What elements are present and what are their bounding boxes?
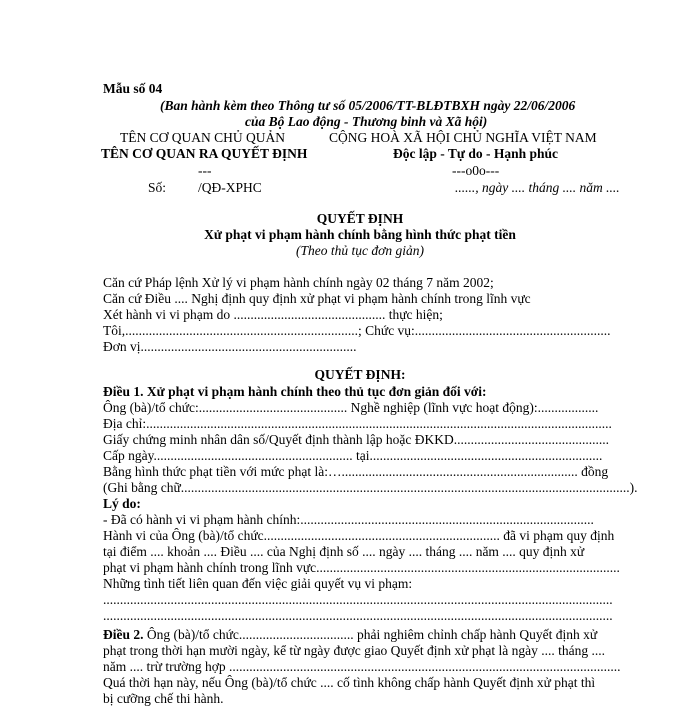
article1-line: Ông (bà)/tổ chức:............................................ Nghề nghiệp (lĩnh vực hoạt động):..................: [103, 400, 599, 415]
article1-line: Cấp ngày........................................................... tại.....................................................................: [103, 448, 603, 463]
reason-line: .......................................................................................................................................................: [103, 592, 613, 607]
decision-heading: QUYẾT ĐỊNH:: [314, 367, 406, 382]
agency-parent: TÊN CƠ QUAN CHỦ QUẢN: [120, 130, 285, 145]
reason-line: Những tình tiết liên quan đến việc giải quyết vụ vi phạm:: [103, 576, 413, 591]
preamble-line: Căn cứ Điều .... Nghị định quy định xử phạt vi phạm hành chính trong lĩnh vực: [103, 291, 531, 306]
agency-dash: ---: [198, 163, 212, 178]
form-number: Mẫu số 04: [103, 81, 163, 96]
issued-by: (Ban hành kèm theo Thông tư số 05/2006/TT-BLĐTBXH ngày 22/06/2006: [160, 98, 576, 113]
decision-procedure: (Theo thủ tục đơn giản): [296, 243, 424, 258]
date-line: ......, ngày .... tháng .... năm ....: [455, 180, 620, 195]
national-title: CỘNG HOÀ XÃ HỘI CHỦ NGHĨA VIỆT NAM: [329, 130, 597, 145]
article1-line: Địa chỉ:..........................................................................................................................................: [103, 416, 612, 431]
number-value: /QĐ-XPHC: [198, 180, 262, 195]
issued-by-ministry: của Bộ Lao động - Thương binh và Xã hội): [245, 114, 488, 129]
article1-line: Bằng hình thức phạt tiền với mức phạt là:…...................................................................... đồng: [103, 464, 609, 479]
agency-name: TÊN CƠ QUAN RA QUYẾT ĐỊNH: [101, 146, 308, 161]
article1-heading: Điều 1. Xử phạt vi phạm hành chính theo thủ tục đơn giản đối với:: [103, 384, 487, 399]
article2-first-line: [103, 627, 597, 643]
reason-line: Hành vi của Ông (bà)/tổ chức...................................................................... đã vi phạm quy định: [103, 528, 615, 543]
motto: Độc lập - Tự do - Hạnh phúc: [393, 146, 559, 161]
decision-title: QUYẾT ĐỊNH: [316, 211, 404, 226]
preamble-line: Xét hành vi vi phạm do ............................................. thực hiện;: [103, 307, 443, 322]
preamble-line: Đơn vị................................................................: [103, 339, 357, 354]
reason-label: Lý do:: [103, 496, 141, 511]
article2-line: bị cưỡng chế thi hành.: [103, 691, 224, 706]
article1-line: Giấy chứng minh nhân dân số/Quyết định thành lập hoặc ĐKKD..............................................: [103, 432, 609, 447]
article2-line: Quá thời hạn này, nếu Ông (bà)/tổ chức .... cố tình không chấp hành Quyết định xử phạt thì: [103, 675, 596, 690]
article2-line: năm .... trừ trường hợp ....................................................................................................................: [103, 659, 621, 674]
number-label: Số:: [148, 180, 167, 195]
decision-subject: Xử phạt vi phạm hành chính bằng hình thức phạt tiền: [204, 227, 516, 242]
reason-line: phạt vi phạm hành chính trong lĩnh vực..........................................................................................: [103, 560, 620, 575]
reason-line: tại điểm .... khoản .... Điều .... của Nghị định số .... ngày .... tháng .... năm .... quy định xử: [103, 544, 585, 559]
preamble-line: Căn cứ Pháp lệnh Xử lý vi phạm hành chính ngày 02 tháng 7 năm 2002;: [103, 275, 494, 290]
article2-heading: Điều 2.: [103, 627, 144, 642]
preamble-line: Tôi,.....................................................................; Chức vụ:..........................................................: [103, 323, 611, 338]
article2-text: Ông (bà)/tổ chức.................................. phải nghiêm chỉnh chấp hành Quyết định xử: [143, 627, 598, 642]
motto-ornament: ---o0o---: [452, 163, 500, 178]
reason-line: .......................................................................................................................................................: [103, 608, 613, 623]
article2-line: phạt trong thời hạn mười ngày, kể từ ngày được giao Quyết định xử phạt là ngày .... tháng ....: [103, 643, 605, 658]
reason-line: - Đã có hành vi vi phạm hành chính:.......................................................................................: [103, 512, 594, 527]
article1-line: (Ghi bằng chữ.....................................................................................................................................).: [103, 480, 638, 495]
